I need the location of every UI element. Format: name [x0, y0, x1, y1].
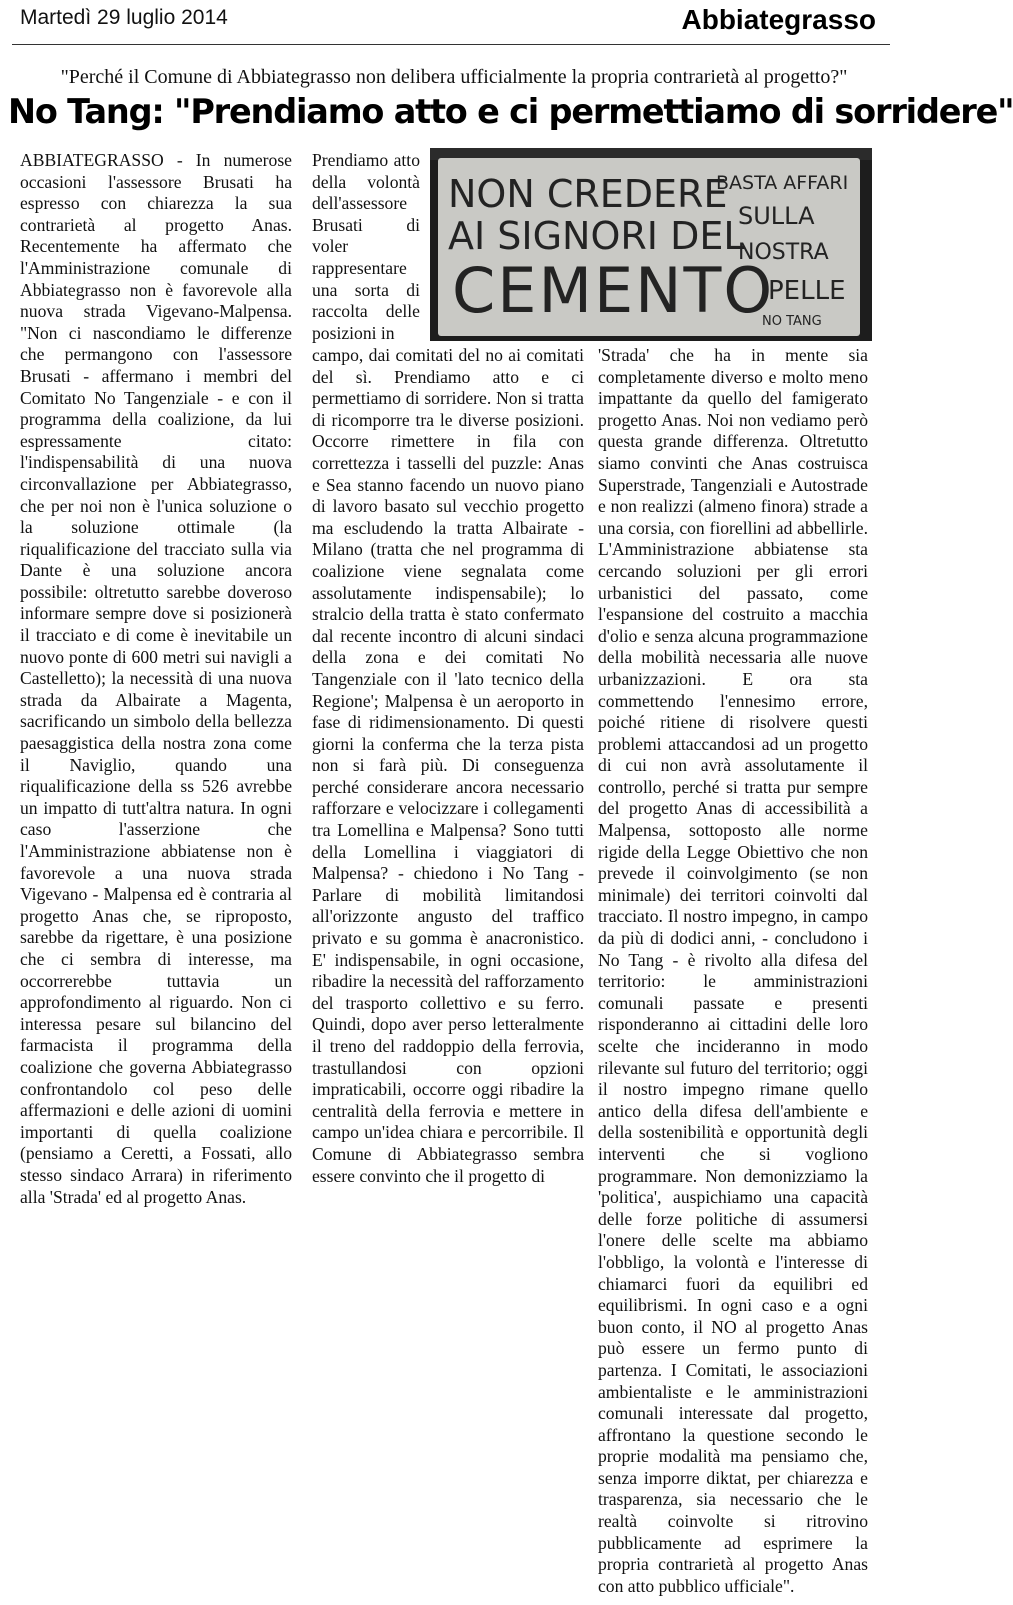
article-kicker: "Perché il Comune di Abbiategrasso non delibera ufficialmente la propria contrarietà al progetto?" [60, 66, 848, 88]
section-name: Abbiategrasso [681, 4, 876, 35]
column-2-text: campo, dai comitati del no ai comitati del sì. Prendiamo atto e ci permettiamo di sorridere. Non si tratta di ricomporre tra le diverse posizioni. Occorre rimettere in fila con correttezza i tasselli del puzzle: Anas e Sea stanno facendo un nuovo piano di lavoro basato sul vecchio progetto ma escludendo la tratta Albairate - Milano (tratta che nel programma di coalizione viene segnalata come assolutamente indispensabile); lo stralcio della tratta è stato confermato dal recente incontro di alcuni sindaci della zona e dei comitati No Tangenziale con il 'lato tecnico della Regione'; Malpensa è un aeroporto in fase di ridimensionamento. Di questi giorni la conferma che la terza pista non si farà più. Di conseguenza perché considerare ancora necessario rafforzare e velocizzare i collegamenti tra Lomellina e Malpensa? Sono tutti della Lomellina i viaggiatori di Malpensa? - chiedono i No Tang - Parlare di mobilità limitandosi all'orizzonte angusto del traffico privato e su gomma è anacronistico. E' indispensabile, in ogni occasione, ribadire la necessità del rafforzamento del trasporto collettivo e su ferro. Quindi, dopo aver perso letteralmente il treno del raddoppio della ferrovia, trastullandosi con opzioni impraticabili, occorre oggi ribadire la centralità della ferrovia e mettere in campo un'idea chiara e percorribile. Il Comune di Abbiategrasso sembra essere convinto che il progetto di [312, 345, 584, 1186]
banner-side-1: BASTA AFFARI [716, 172, 849, 194]
article-headline: No Tang: "Prendiamo atto e ci permettiamo di sorridere" [8, 92, 1013, 132]
banner-line-3: CEMENTO [452, 254, 775, 327]
article-column-2-top [312, 150, 420, 344]
protest-banner-photo [430, 148, 872, 341]
article-column-3 [598, 345, 868, 1597]
banner-cloth [438, 158, 860, 336]
banner-side-4: PELLE [768, 276, 846, 306]
banner-side-2: SULLA [738, 202, 815, 230]
banner-line-1: NON CREDERE [448, 172, 728, 216]
article-column-1 [20, 150, 292, 1208]
issue-date: Martedì 29 luglio 2014 [20, 6, 228, 29]
page-header [12, 0, 890, 45]
column-3-text: 'Strada' che ha in mente sia completamente diverso e molto meno impattante da quello del famigerato progetto Anas. Noi non vediamo però questa grande differenza. Oltretutto siamo convinti che Anas costruisca Superstrade, Tangenziali e Autostrade e non realizzi (almeno finora) strade a una corsia, con fiorellini ad abbellirle. L'Amministrazione abbiatense sta cercando soluzioni per gli errori urbanistici del passato, come l'espansione del costruito a macchia d'olio e senza alcuna programmazione della mobilità necessaria alle nuove urbanizzazioni. E ora sta commettendo l'ennesimo errore, poiché ritiene di risolvere questi problemi attaccandosi ad un progetto di cui non avrà assolutamente il controllo, perché si tratta pur sempre del progetto Anas di accessibilità a Malpensa, sottoposto alle norme rigide della Legge Obiettivo che non prevede il coinvolgimento (se non minimale) dei territori coinvolti dal tracciato. Il nostro impegno, in campo da più di dodici anni, - concludono i No Tang - è rivolto alla difesa del territorio: le amministrazioni comunali passate e presenti risponderanno ai cittadini delle loro scelte che incideranno in modo rilevante sul futuro del territorio; oggi il nostro impegno rimane quello antico della difesa dell'ambiente e della sostenibilità e opportunità degli interventi che si vogliono programmare. Non demonizziamo la 'politica', auspichiamo una capacità delle forze politiche di assumersi l'onere delle scelte ma abbiamo l'obbligo, la volontà e l'interesse di chiamarci fuori da equilibri ed equilibrismi. In ogni caso e a ogni buon conto, il NO al progetto Anas può essere un fermo punto di partenza. I Comitati, le associazioni ambientaliste e le amministrazioni comunali interessate dal progetto, affrontano la questione secondo le proprie modalità ma pensiamo che, senza imporre diktat, per chiarezza e trasparenza, sia necessario che le realtà coinvolte si ritrovino pubblicamente ad esprimere la propria contrarietà al progetto Anas con atto pubblico ufficiale". [598, 345, 868, 1596]
banner-side-3: NOSTRA [738, 240, 829, 265]
banner-tag: NO TANG [762, 314, 822, 329]
article-column-2 [312, 345, 584, 1187]
column-2-top-text: Prendiamo atto della volontà dell'assessore Brusati di voler rappresentare una sorta di raccolta delle posizioni in [312, 150, 420, 343]
column-1-text: ABBIATEGRASSO - In numerose occasioni l'assessore Brusati ha espresso con chiarezza la sua contrarietà al progetto Anas. Recentemente ha affermato che l'Amministrazione comunale di Abbiategrasso non è favorevole alla nuova strada Vigevano-Malpensa. "Non ci nascondiamo le differenze che permangono con l'assessore Brusati - affermano i membri del Comitato No Tangenziale - e con il programma della coalizione, da lui espressamente citato: l'indispensabilità di una nuova circonvallazione per Abbiategrasso, che per noi non è l'unica soluzione o la soluzione ottimale (la riqualificazione del tracciato sulla via Dante è una soluzione ancora possibile: oltretutto sarebbe doveroso informare sempre dove si posizionerà il tracciato e di come è inevitabile un nuovo ponte di 600 metri sui navigli a Castelletto); la necessità di una nuova strada da Albairate a Magenta, sacrificando un simbolo della bellezza paesaggistica della nostra zona come il Naviglio, quando una riqualificazione della ss 526 avrebbe un impatto di tutt'altra natura. In ogni caso l'asserzione che l'Amministrazione abbiatense non è favorevole a una nuova strada Vigevano - Malpensa ed è contraria al progetto Anas che, se riproposto, sarebbe da rigettare, è una posizione che ci sembra di interesse, ma occorrerebbe tuttavia un approfondimento al riguardo. Non ci interessa pesare sul bilancino del farmacista il programma della coalizione che governa Abbiategrasso confrontandolo col peso delle affermazioni e delle azioni di uomini importanti di quella coalizione (pensiamo a Ceretti, a Fossati, allo stesso sindaco Arrara) in riferimento alla 'Strada' ed al progetto Anas. [20, 150, 292, 1207]
banner-line-2: AI SIGNORI DEL [448, 214, 745, 258]
